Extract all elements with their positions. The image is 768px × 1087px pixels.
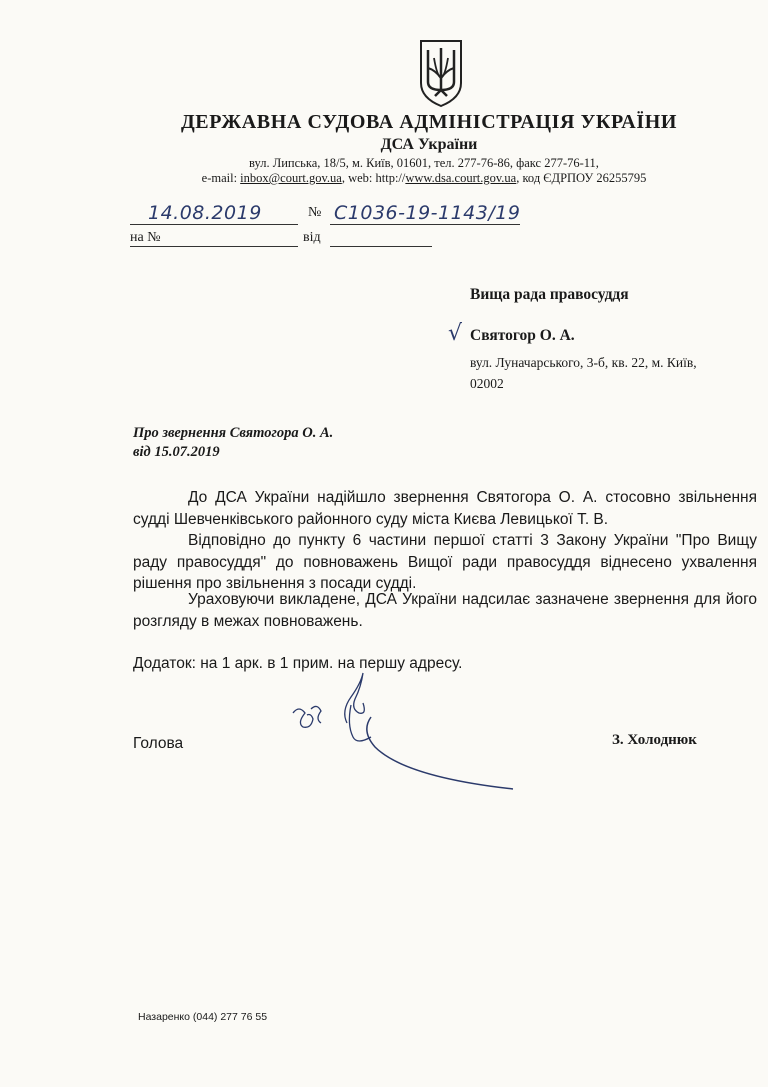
outgoing-number: С1036-19-1143/19 <box>334 202 521 224</box>
number-line <box>330 224 520 225</box>
executor-contact: Назаренко (044) 277 76 55 <box>138 1011 268 1023</box>
signatory-name: З. Холоднюк <box>612 732 697 748</box>
ukraine-trident-icon <box>417 38 465 108</box>
date-line <box>130 224 298 225</box>
number-sign: № <box>308 205 322 220</box>
addressee-address-line2: 02002 <box>470 376 504 391</box>
addressee-person: Святогор О. А. <box>470 327 575 344</box>
org-name: ДЕРЖАВНА СУДОВА АДМІНІСТРАЦІЯ УКРАЇНИ <box>180 111 678 133</box>
contacts-mid: , web: http:// <box>341 171 406 185</box>
org-contacts <box>0 171 768 186</box>
org-short-name: ДСА України <box>380 136 478 153</box>
body-paragraph-1: До ДСА України надійшло звернення Святогора О. А. стосовно звільнення судді Шевченківського районного суду міста Києва Левицької Т. В. <box>133 489 757 528</box>
contacts-suffix: , код ЄДРПОУ 26255795 <box>516 171 647 185</box>
from-line <box>330 246 432 247</box>
body-paragraph-2: Відповідно до пункту 6 частини першої статті 3 Закону України "Про Вищу раду правосуддя" до повноважень Вищої ради правосуддя віднесено ухвалення рішення про звільнення з посади судді. <box>133 532 757 592</box>
attachment-note: Додаток: на 1 арк. в 1 прим. на першу адресу. <box>133 655 463 672</box>
contacts-prefix: e-mail: <box>201 171 241 185</box>
subject-line2: від 15.07.2019 <box>133 444 220 460</box>
addressee-org: Вища рада правосуддя <box>470 286 629 303</box>
handwritten-signature <box>285 665 515 800</box>
web-link[interactable]: www.dsa.court.gov.ua <box>405 171 517 185</box>
from-label: від <box>303 230 321 245</box>
check-mark: √ <box>448 321 463 346</box>
reply-to-label: на № <box>130 230 161 245</box>
signatory-title: Голова <box>133 735 184 752</box>
addressee-address-line1: вул. Луначарського, 3-б, кв. 22, м. Київ, <box>470 355 697 370</box>
subject-line1: Про звернення Святогора О. А. <box>133 425 334 441</box>
reply-line <box>130 246 298 247</box>
email-link[interactable]: inbox@court.gov.ua <box>240 171 342 185</box>
org-address: вул. Липська, 18/5, м. Київ, 01601, тел. 277-76-86, факс 277-76-11, <box>249 156 599 170</box>
outgoing-date: 14.08.2019 <box>148 202 262 224</box>
body-paragraph-3: Ураховуючи викладене, ДСА України надсилає зазначене звернення для його розгляду в межах повноважень. <box>133 591 757 630</box>
